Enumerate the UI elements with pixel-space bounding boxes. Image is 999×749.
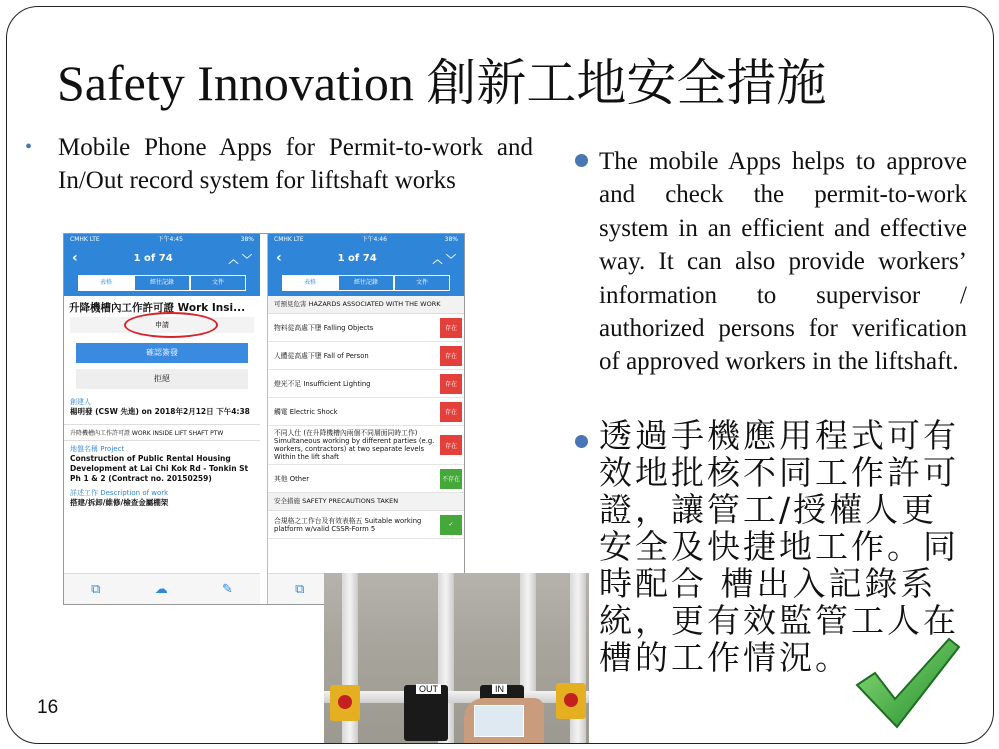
hazard-text: 其他 Other: [274, 474, 310, 483]
hazard-text: 觸電 Electric Shock: [274, 407, 338, 416]
hazard-row[interactable]: [268, 426, 464, 465]
form-name: 升降機槽內工作許可證 WORK INSIDE LIFT SHAFT PTW: [64, 424, 260, 441]
right-english-text: The mobile Apps helps to approve and check the permit-to-work system in an efficient and effective way. It can also provide workers’ information to supervisor / authorized persons for verification of approved workers in the liftshaft.: [599, 148, 967, 376]
segmented-tabs: [268, 270, 464, 296]
tab-history[interactable]: 經往記錄: [134, 275, 190, 291]
hazard-text: 人體從高處下墮 Fall of Person: [274, 351, 369, 360]
hazard-tag[interactable]: 存在: [440, 346, 462, 366]
out-card-reader: [404, 685, 448, 741]
nav-bar: [64, 246, 260, 270]
left-bullet-text: Mobile Phone Apps for Permit-to-work and In/Out record system for liftshaft works: [58, 134, 533, 194]
tab-form[interactable]: 表格: [282, 275, 338, 291]
permit-heading: 升降機槽內工作許可證 Work Insi...: [69, 302, 246, 314]
segmented-tabs: [64, 270, 260, 296]
project-value: Construction of Public Rental Housing Development at Lai Chi Kok Rd - Tonkin St Ph 1 & 2 (Contract no. 20150259): [70, 454, 249, 483]
work-label: 詳述工作 Description of work: [70, 489, 169, 497]
hazard-text: 物料從高處下墮 Falling Objects: [274, 323, 374, 332]
copy-icon[interactable]: ⧉: [91, 581, 101, 597]
reject-button[interactable]: 拒絕: [76, 369, 248, 389]
nav-title: 1 of 74: [133, 252, 173, 264]
card-reader-photo: [324, 573, 589, 743]
edit-icon[interactable]: ✎: [221, 581, 233, 597]
right-chinese-text: 透過手機應用程式可有效地批核不同工作許可證，讓管工/授權人更安全及快捷地工作。同時配合 槽出入記錄系統，更有效監管工人在 槽的工作情況。: [599, 416, 959, 677]
carrier-text: CMHK LTE: [274, 236, 304, 243]
precaution-row[interactable]: [268, 511, 464, 539]
slide-title: Safety Innovation 創新工地安全措施: [57, 55, 827, 111]
tab-files[interactable]: 文件: [394, 275, 450, 291]
permit-status: 申請: [70, 317, 254, 333]
nav-title: 1 of 74: [337, 252, 377, 264]
left-bullet: [25, 131, 533, 197]
bullet-dot-icon: [575, 154, 588, 167]
app-screenshots: [63, 233, 465, 605]
work-value: 搭建/拆卸/維修/檢查金屬棚架: [70, 498, 169, 507]
creator-value: 楊明發 (CSW 先進) on 2018年2月12日 下午4:38: [70, 407, 250, 416]
hazard-tag[interactable]: 存在: [440, 374, 462, 394]
hazard-row[interactable]: [268, 314, 464, 342]
time-text: 下午4:45: [157, 236, 183, 243]
emergency-button: [556, 683, 586, 719]
up-down-icon[interactable]: ︿ ﹀: [228, 254, 252, 266]
hazard-tag[interactable]: 不存在: [440, 469, 462, 489]
page-number: 16: [37, 697, 59, 718]
hazard-text: 不同人仕 (在升降機槽內兩個不同層面同時工作) Simultaneous working by different parties (e.g. workers, contractors) at two separate levels Within the lift shaft: [274, 429, 435, 461]
hazard-row[interactable]: [268, 370, 464, 398]
hazard-row[interactable]: [268, 342, 464, 370]
hazard-tag[interactable]: 存在: [440, 318, 462, 338]
tab-files[interactable]: 文件: [190, 275, 246, 291]
project-label: 地盤名稱 Project: [70, 445, 125, 453]
battery-text: 38%: [240, 236, 254, 243]
tab-history[interactable]: 經往記錄: [338, 275, 394, 291]
hazards-header: 可預見危害 HAZARDS ASSOCIATED WITH THE WORK: [268, 296, 464, 314]
phone-screen-permit: [64, 234, 260, 604]
status-bar: [268, 234, 464, 246]
up-down-icon[interactable]: ︿ ﹀: [432, 254, 456, 266]
status-bar: [64, 234, 260, 246]
in-label: IN: [492, 684, 507, 694]
bullet-dot-icon: •: [25, 136, 33, 158]
bottom-toolbar: [64, 573, 260, 604]
conduit-pipe: [324, 691, 589, 703]
back-arrow-icon[interactable]: ‹: [72, 250, 78, 266]
time-text: 下午4:46: [361, 236, 387, 243]
bullet-dot-icon: [575, 435, 588, 448]
precautions-header: 安全措施 SAFETY PRECAUTIONS TAKEN: [268, 493, 464, 511]
copy-icon[interactable]: ⧉: [295, 581, 305, 597]
hazard-tag[interactable]: 存在: [440, 402, 462, 422]
nav-bar: [268, 246, 464, 270]
worker-id-card: [474, 705, 524, 737]
precaution-text: 合規格之工作台及有效表格五 Suitable working platform w/valid CSSR-Form 5: [274, 516, 422, 533]
highlight-oval: [124, 312, 218, 338]
check-tag[interactable]: ✓: [440, 515, 462, 535]
back-arrow-icon[interactable]: ‹: [276, 250, 282, 266]
hazard-tag[interactable]: 存在: [440, 435, 462, 455]
emergency-button: [330, 685, 360, 721]
slide: [6, 6, 994, 744]
phone-screen-hazards: [267, 234, 464, 604]
creator-label: 創建人: [70, 398, 91, 406]
confirm-button[interactable]: 確認簽發: [76, 343, 248, 363]
hazard-text: 燈光不足 Insufficient Lighting: [274, 379, 371, 388]
battery-text: 38%: [444, 236, 458, 243]
out-label: OUT: [416, 684, 441, 694]
tab-form[interactable]: 表格: [78, 275, 134, 291]
checkmark-icon: [853, 633, 963, 733]
carrier-text: CMHK LTE: [70, 236, 100, 243]
hazard-row[interactable]: [268, 398, 464, 426]
hazard-row[interactable]: [268, 465, 464, 493]
cloud-download-icon[interactable]: ☁: [154, 581, 168, 597]
